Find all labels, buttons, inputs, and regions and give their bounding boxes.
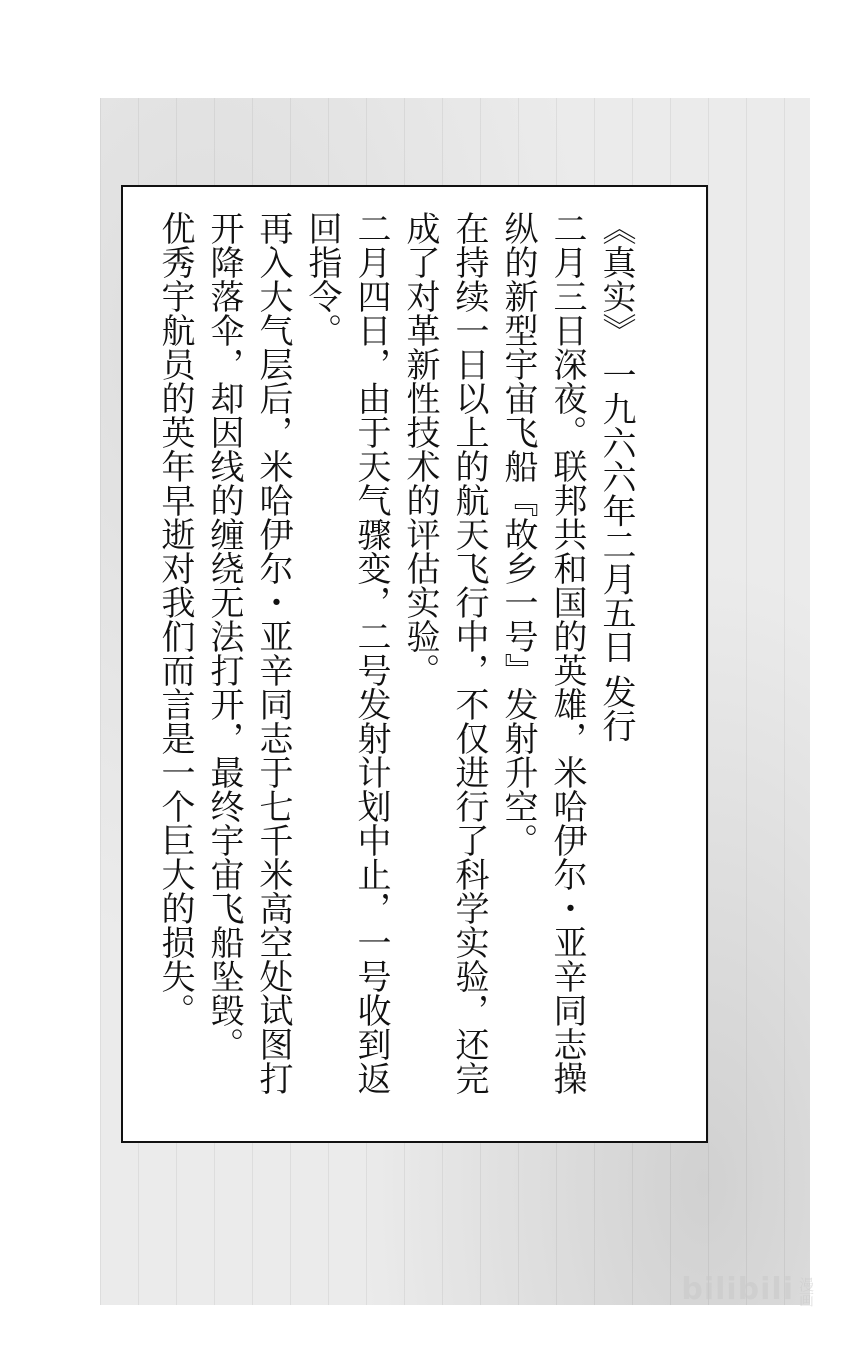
article-line: 在持续一日以上的航天飞行中，不仅进行了科学实验，还完 (449, 211, 489, 1095)
article-line: 二月三日深夜。联邦共和国的英雄，米哈伊尔・亚辛同志操 (547, 211, 587, 1095)
watermark-sub: 漫画 (797, 1277, 815, 1307)
article-line: 回指令。 (302, 211, 342, 347)
bilibili-watermark (681, 1272, 814, 1307)
vertical-article-text (150, 211, 640, 1111)
article-line: 再入大气层后，米哈伊尔・亚辛同志于七千米高空处试图打 (253, 211, 293, 1095)
article-header-line: 《真实》 一九六六年二月五日 发行 (596, 211, 636, 743)
article-line: 纵的新型宇宙飞船『故乡一号』发射升空。 (498, 211, 538, 857)
newspaper-clipping (121, 185, 708, 1143)
article-line: 成了对革新性技术的评估实验。 (400, 211, 440, 687)
watermark-logo: bilibili (681, 1272, 794, 1307)
article-line: 二月四日，由于天气骤变，二号发射计划中止，一号收到返 (351, 211, 391, 1095)
article-line: 开降落伞，却因线的缠绕无法打开，最终宇宙飞船坠毁。 (204, 211, 244, 1061)
article-line: 优秀宇航员的英年早逝对我们而言是一个巨大的损失。 (155, 211, 195, 1027)
